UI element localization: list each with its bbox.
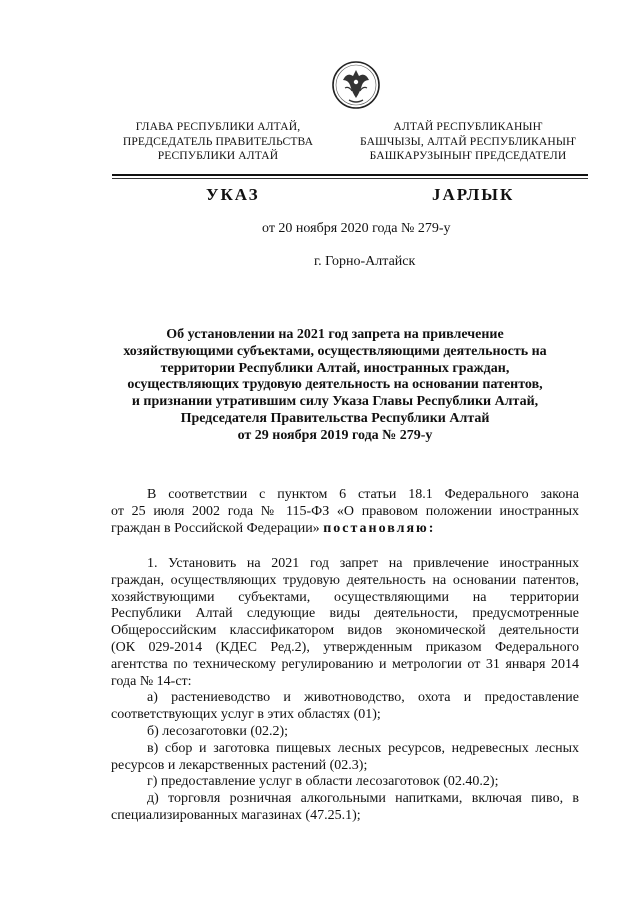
title-line: территории Республики Алтай, иностранных граждан, <box>160 360 510 376</box>
decree-word: постановляю: <box>323 520 436 536</box>
title-line: от 29 ноября 2019 года № 279-у <box>237 427 433 443</box>
doc-type-alt: JАРЛЫК <box>432 185 515 204</box>
header-divider-thin <box>112 178 588 179</box>
item-1-line: Общероссийским классификатором видов экономической деятельности <box>111 623 579 639</box>
preamble-line: В соответствии с пунктом 6 статьи 18.1 Федерального закона <box>147 487 579 502</box>
sub-item-g-line: г) предоставление услуг в области лесозаготовок (02.40.2); <box>147 774 499 790</box>
title-line: Председателя Правительства Республики Алтай <box>180 410 490 426</box>
item-1-line: граждан, осуществляющих трудовую деятельность на основании патентов, <box>111 572 579 588</box>
preamble-line-text: граждан в Российской Федерации» <box>111 520 320 536</box>
sub-item-d-line: д) торговля розничная алкогольными напитками, включая пиво, в <box>147 791 579 807</box>
header-left-line: РЕСПУБЛИКИ АЛТАЙ <box>157 149 279 162</box>
decree-title <box>100 327 570 445</box>
preamble-line: от 25 июля 2002 года № 115-ФЗ «О правовом положении иностранных <box>111 503 579 519</box>
title-line: осуществляющих трудовую деятельность на основании патентов, <box>127 377 543 393</box>
header-right-line: БАШКАРУЗЫНЫҤ ПРЕДСЕДАТЕЛИ <box>369 149 567 162</box>
header-right <box>352 120 584 164</box>
coat-of-arms-emblem <box>331 58 381 112</box>
item-1-line: агентства по техническому регулированию и метрологии от 31 января 2014 <box>111 656 579 672</box>
sub-item-a-line: соответствующих услуг в этих областях (01); <box>111 707 381 723</box>
sub-item-b-line: б) лесозаготовки (02.2); <box>147 723 289 739</box>
header-left <box>118 120 318 164</box>
header-right-line: БАШЧЫЗЫ, АЛТАЙ РЕСПУБЛИКАНЫҤ <box>359 134 576 148</box>
preamble-line-last <box>111 521 579 538</box>
item-1-paragraph <box>111 556 579 825</box>
item-1-line: хозяйствующими субъектами, осуществляющими на территории <box>111 589 579 605</box>
item-1-line: года № 14-ст: <box>111 673 192 689</box>
sub-item-a-line: а) растениеводство и животноводство, охота и предоставление <box>147 690 579 706</box>
decree-city: г. Горно-Алтайск <box>314 254 416 269</box>
title-line: и признании утратившим силу Указа Главы Республики Алтай, <box>131 394 539 410</box>
item-1-line: (ОК 029-2014 (КДЕС Ред.2), утвержденным приказом Федерального <box>111 639 579 655</box>
decree-date-number: от 20 ноября 2020 года № 279-у <box>262 221 451 236</box>
item-1-line: 1. Установить на 2021 год запрет на привлечение иностранных <box>147 556 579 571</box>
title-line: Об установлении на 2021 год запрета на привлечение <box>166 327 504 342</box>
header-divider-thick <box>112 174 588 176</box>
header-right-line: АЛТАЙ РЕСПУБЛИКАНЫҤ <box>393 120 543 133</box>
doc-type-ru: УКАЗ <box>206 185 260 204</box>
sub-item-v-line: ресурсов и лекарственных растений (02.3); <box>111 757 368 773</box>
preamble-paragraph <box>111 487 579 537</box>
header-left-line: ГЛАВА РЕСПУБЛИКИ АЛТАЙ, <box>135 120 301 133</box>
sub-item-v-line: в) сбор и заготовка пищевых лесных ресурсов, недревесных лесных <box>147 740 579 756</box>
item-1-line: Республики Алтай следующие виды деятельности, предусмотренные <box>111 606 579 622</box>
title-line: хозяйствующими субъектами, осуществляющими деятельность на <box>123 343 547 359</box>
header-left-line: ПРЕДСЕДАТЕЛЬ ПРАВИТЕЛЬСТВА <box>122 134 314 148</box>
sub-item-d-line: специализированных магазинах (47.25.1); <box>111 807 361 823</box>
